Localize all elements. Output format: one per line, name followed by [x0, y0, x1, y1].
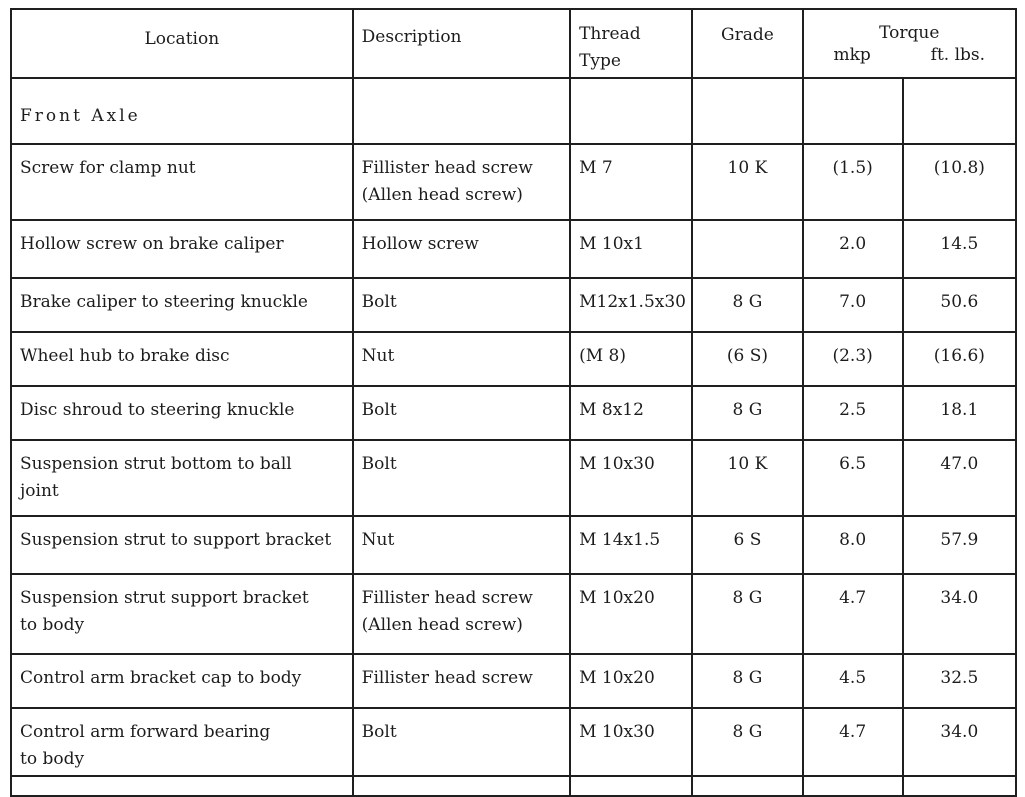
- location-cell: Brake caliper to steering knuckle: [11, 278, 353, 332]
- table-row-partial: [11, 776, 1016, 796]
- table-row: [11, 386, 1016, 440]
- header-torque-ftlbs: ft. lbs.: [930, 45, 986, 65]
- section-title: Front Axle: [11, 78, 353, 144]
- location-cell: Suspension strut to support bracket: [11, 516, 353, 574]
- thread-type-cell: M 10x20: [570, 574, 692, 654]
- thread-type-cell: M 10x1: [570, 220, 692, 278]
- torque-ftlbs-cell: 14.5: [903, 220, 1016, 278]
- torque-mkp-cell: 4.7: [803, 574, 903, 654]
- torque-ftlbs-cell: 34.0: [903, 574, 1016, 654]
- torque-mkp-cell: (1.5): [803, 144, 903, 220]
- grade-cell: 10 K: [692, 144, 802, 220]
- description-cell: Fillister head screw (Allen head screw): [353, 574, 570, 654]
- header-location: Location: [11, 9, 353, 78]
- table-row: [11, 332, 1016, 386]
- table-row: [11, 220, 1016, 278]
- torque-mkp-cell: 4.5: [803, 654, 903, 708]
- thread-type-cell: M 14x1.5: [570, 516, 692, 574]
- thread-type-cell: M 10x30: [570, 708, 692, 776]
- torque-mkp-cell: 4.7: [803, 708, 903, 776]
- table-row: [11, 144, 1016, 220]
- thread-type-cell: M 8x12: [570, 386, 692, 440]
- grade-cell: 8 G: [692, 654, 802, 708]
- location-cell: Screw for clamp nut: [11, 144, 353, 220]
- header-description: Description: [353, 9, 570, 78]
- torque-ftlbs-cell: 50.6: [903, 278, 1016, 332]
- description-cell: Hollow screw: [353, 220, 570, 278]
- grade-cell: 8 G: [692, 386, 802, 440]
- location-cell: Wheel hub to brake disc: [11, 332, 353, 386]
- header-row: [11, 9, 1016, 78]
- description-cell: Bolt: [353, 278, 570, 332]
- grade-cell: (6 S): [692, 332, 802, 386]
- table-row: [11, 654, 1016, 708]
- location-cell: Hollow screw on brake caliper: [11, 220, 353, 278]
- description-cell: Bolt: [353, 708, 570, 776]
- grade-cell: 8 G: [692, 278, 802, 332]
- table-row: [11, 440, 1016, 516]
- grade-cell: 8 G: [692, 574, 802, 654]
- torque-ftlbs-cell: 32.5: [903, 654, 1016, 708]
- torque-mkp-cell: 7.0: [803, 278, 903, 332]
- table-row: [11, 708, 1016, 776]
- torque-spec-table: [10, 8, 1017, 797]
- grade-cell: [692, 220, 802, 278]
- location-cell: Control arm forward bearing to body: [11, 708, 353, 776]
- description-cell: Fillister head screw: [353, 654, 570, 708]
- torque-ftlbs-cell: 47.0: [903, 440, 1016, 516]
- torque-ftlbs-cell: (16.6): [903, 332, 1016, 386]
- torque-mkp-cell: (2.3): [803, 332, 903, 386]
- description-cell: Bolt: [353, 440, 570, 516]
- header-thread-type: Thread Type: [570, 9, 692, 78]
- grade-cell: 6 S: [692, 516, 802, 574]
- description-cell: Nut: [353, 332, 570, 386]
- location-cell: Control arm bracket cap to body: [11, 654, 353, 708]
- grade-cell: 8 G: [692, 708, 802, 776]
- thread-type-cell: M 7: [570, 144, 692, 220]
- thread-type-cell: M 10x20: [570, 654, 692, 708]
- table-row: [11, 516, 1016, 574]
- header-torque: Torque mkp ft. lbs.: [803, 9, 1016, 78]
- torque-mkp-cell: 6.5: [803, 440, 903, 516]
- torque-ftlbs-cell: 57.9: [903, 516, 1016, 574]
- torque-ftlbs-cell: (10.8): [903, 144, 1016, 220]
- location-cell: Suspension strut bottom to ball joint: [11, 440, 353, 516]
- header-torque-mkp: mkp: [833, 45, 871, 65]
- table-row: [11, 278, 1016, 332]
- torque-mkp-cell: 2.5: [803, 386, 903, 440]
- thread-type-cell: (M 8): [570, 332, 692, 386]
- header-grade: Grade: [692, 9, 802, 78]
- torque-mkp-cell: 2.0: [803, 220, 903, 278]
- description-cell: Nut: [353, 516, 570, 574]
- torque-ftlbs-cell: 18.1: [903, 386, 1016, 440]
- description-cell: Fillister head screw (Allen head screw): [353, 144, 570, 220]
- location-cell: Disc shroud to steering knuckle: [11, 386, 353, 440]
- torque-mkp-cell: 8.0: [803, 516, 903, 574]
- description-cell: Bolt: [353, 386, 570, 440]
- torque-ftlbs-cell: 34.0: [903, 708, 1016, 776]
- grade-cell: 10 K: [692, 440, 802, 516]
- table-row: [11, 574, 1016, 654]
- location-cell: Suspension strut support bracket to body: [11, 574, 353, 654]
- section-row: [11, 78, 1016, 144]
- thread-type-cell: M12x1.5x30: [570, 278, 692, 332]
- thread-type-cell: M 10x30: [570, 440, 692, 516]
